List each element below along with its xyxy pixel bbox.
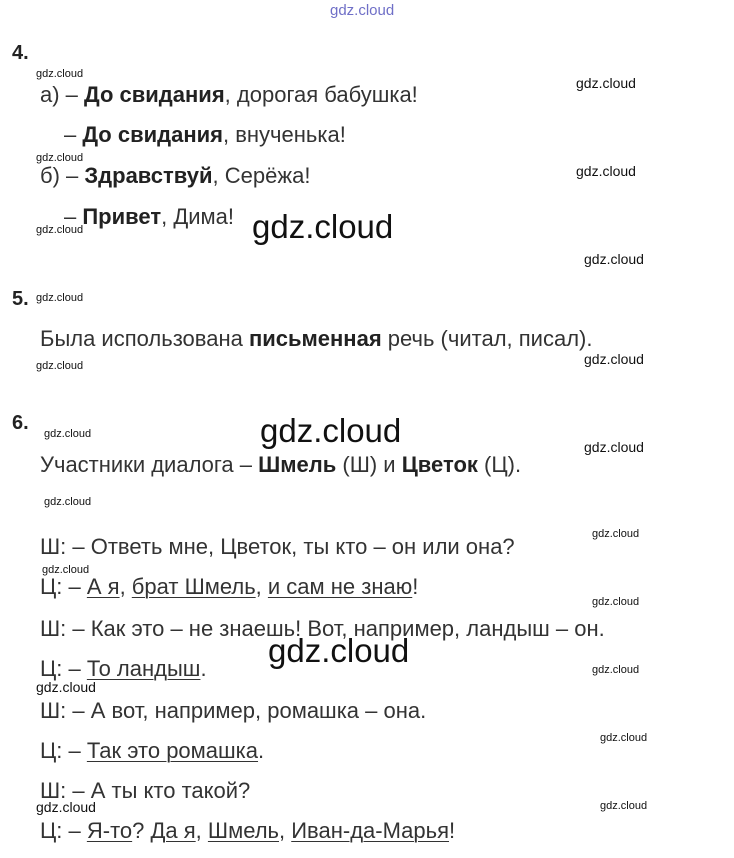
pre: Ц: – — [40, 818, 87, 843]
prefix: – — [64, 204, 83, 229]
pre: Была использована — [40, 326, 249, 351]
bold-word: Здравствуй — [84, 163, 213, 188]
watermark-small: gdz.cloud — [36, 360, 84, 372]
watermark-small: gdz.cloud — [42, 564, 90, 576]
dialog-line-8 — [40, 818, 455, 844]
bold-word: До свидания — [82, 122, 223, 147]
rest: , Дима! — [161, 204, 234, 229]
watermark-medium: gdz.cloud — [576, 163, 636, 179]
bold-word: До свидания — [84, 82, 225, 107]
intro-mid: (Ш) и — [336, 452, 402, 477]
exercise-4-number: 4. — [12, 42, 29, 64]
watermark-medium: gdz.cloud — [584, 351, 644, 367]
watermark-small: gdz.cloud — [592, 664, 640, 676]
exercise-4-line-b — [40, 163, 310, 189]
dialog-line-7: Ш: – А ты кто такой? — [40, 778, 251, 803]
pre: Ц: – — [40, 738, 87, 763]
watermark-medium: gdz.cloud — [576, 75, 636, 91]
watermark-medium: gdz.cloud — [584, 439, 644, 455]
dialog-line-5: Ш: – А вот, например, ромашка – она. — [40, 698, 427, 723]
dialog-line-6 — [40, 738, 264, 764]
underlined-phrase: Я-то — [86, 818, 133, 843]
watermark-small: gdz.cloud — [592, 596, 640, 608]
rest: речь (читал, писал). — [381, 326, 593, 351]
intro-end: (Ц). — [477, 452, 522, 477]
exercise-5-text — [40, 326, 592, 352]
watermark-small: gdz.cloud — [592, 528, 640, 540]
exercise-6-number: 6. — [12, 412, 29, 434]
watermark-top: gdz.cloud — [330, 2, 395, 19]
sep: , — [119, 574, 132, 599]
rest: , дорогая бабушка! — [224, 82, 418, 107]
watermark-small: gdz.cloud — [44, 428, 92, 440]
watermark-large: gdz.cloud — [260, 412, 402, 449]
sep: , — [279, 818, 292, 843]
prefix: – — [64, 122, 83, 147]
rest: , внученька! — [223, 122, 346, 147]
bold-word: Привет — [82, 204, 162, 229]
exercise-4-line-a — [40, 82, 418, 108]
rest: , Серёжа! — [212, 163, 311, 188]
underlined-phrase: А я — [86, 574, 120, 599]
end: . — [200, 656, 207, 681]
watermark-small: gdz.cloud — [36, 152, 84, 164]
watermark-small: gdz.cloud — [36, 224, 84, 236]
exercise-5-number: 5. — [12, 288, 29, 310]
dialog-line-2 — [40, 574, 418, 600]
watermark-small: gdz.cloud — [36, 292, 84, 304]
exercise-6-intro — [40, 452, 521, 478]
watermark-medium: gdz.cloud — [36, 799, 96, 815]
underlined-phrase: То ландыш — [86, 656, 201, 681]
exercise-4-line-a2 — [64, 122, 346, 148]
sep: , — [195, 818, 208, 843]
watermark-medium: gdz.cloud — [584, 251, 644, 267]
pre: Ц: – — [40, 656, 87, 681]
watermark-small: gdz.cloud — [44, 496, 92, 508]
sep: , — [255, 574, 268, 599]
exercise-4-line-b2 — [64, 204, 234, 230]
intro-pre: Участники диалога – — [40, 452, 259, 477]
watermark-large: gdz.cloud — [252, 208, 394, 245]
pre: Ц: – — [40, 574, 87, 599]
dialog-line-3: Ш: – Как это – не знаешь! Вот, например, ландыш – он. — [40, 616, 605, 641]
dialog-line-1: Ш: – Ответь мне, Цветок, ты кто – он или она? — [40, 534, 515, 559]
bold-shmel: Шмель — [258, 452, 337, 477]
watermark-large: gdz.cloud — [268, 632, 410, 669]
underlined-phrase: брат Шмель — [131, 574, 256, 599]
watermark-small: gdz.cloud — [600, 800, 648, 812]
underlined-phrase: Шмель — [207, 818, 279, 843]
end: ! — [449, 818, 456, 843]
prefix: б) – — [40, 163, 85, 188]
underlined-phrase: Да я — [150, 818, 196, 843]
bold-word: письменная — [248, 326, 382, 351]
end: ! — [412, 574, 419, 599]
watermark-medium: gdz.cloud — [36, 679, 96, 695]
sep: ? — [132, 818, 151, 843]
prefix: а) – — [40, 82, 85, 107]
underlined-phrase: Иван-да-Марья — [291, 818, 450, 843]
bold-tsvetok: Цветок — [401, 452, 478, 477]
underlined-phrase: Так это ромашка — [86, 738, 259, 763]
watermark-small: gdz.cloud — [36, 68, 84, 80]
underlined-phrase: и сам не знаю — [267, 574, 413, 599]
watermark-small: gdz.cloud — [600, 732, 648, 744]
end: . — [258, 738, 265, 763]
